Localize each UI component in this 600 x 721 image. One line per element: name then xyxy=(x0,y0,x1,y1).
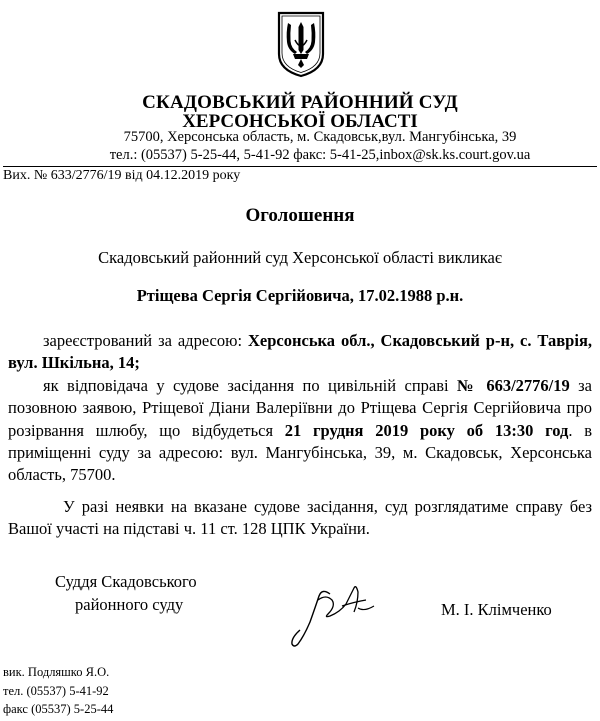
handwritten-signature xyxy=(282,578,392,650)
intro-line: Скадовський районний суд Херсонської області викликає xyxy=(98,248,502,267)
summoned-person: Ртіщева Сергія Сергійовича, 17.02.1988 р.н. xyxy=(136,286,464,305)
hearing-paragraph xyxy=(8,375,592,487)
document-title: Оголошення xyxy=(245,205,355,226)
court-address: 75700, Херсонська область, м. Скадовськ,вул. Мангубінська, 39 xyxy=(123,129,517,145)
executor-fax: факс (05537) 5-25-44 xyxy=(3,702,114,716)
trident-coat-of-arms-icon xyxy=(276,10,326,78)
executor-phone: тел. (05537) 5-41-92 xyxy=(3,684,109,698)
court-location-text: . в приміщенні суду за адресою: вул. Мангубінська, 39, м. Скадовськ, Херсонська область, 75700. xyxy=(8,420,593,485)
executor-name: вик. Подляшко Я.О. xyxy=(3,665,110,679)
outgoing-number: Вих. № 633/2776/19 від 04.12.2019 року xyxy=(3,168,241,183)
claim-text: за позовною заявою, Ртіщевої Діани Валеріївни до Ртіщева Сергія Сергійовича про розірвання шлюбу, що відбудеться xyxy=(8,375,593,440)
court-name-line1: СКАДОВСЬКИЙ РАЙОННИЙ СУД xyxy=(142,92,458,113)
court-contacts: тел.: (05537) 5-25-44, 5-41-92 факс: 5-41-25,inbox@sk.ks.court.gov.ua xyxy=(109,147,531,163)
summons-body xyxy=(8,330,592,487)
court-name-line2: ХЕРСОНСЬКОЇ ОБЛАСТІ xyxy=(182,111,418,132)
case-number: № 663/2776/19 xyxy=(457,375,570,395)
judge-title-line1: Суддя Скадовського xyxy=(55,572,197,591)
role-text: як відповідача у судове засідання по цивільній справі xyxy=(43,375,458,395)
address-paragraph xyxy=(8,330,592,375)
registered-address: Херсонська обл., Скадовський р-н, с. Таврія, вул. Шкільна, 14; xyxy=(8,331,592,373)
hearing-datetime: 21 грудня 2019 року об 13:30 год xyxy=(284,420,569,440)
judge-title-line2: районного суду xyxy=(75,595,184,614)
absence-notice xyxy=(8,496,592,541)
header-divider xyxy=(3,166,597,167)
judge-name: М. І. Клімченко xyxy=(441,600,552,619)
address-label: зареєстрований за адресою: xyxy=(43,331,248,350)
absence-notice-text: У разі неявки на вказане судове засідання, суд розглядатиме справу без Вашої участі на підставі ч. 11 ст. 128 ЦПК України. xyxy=(8,497,592,539)
